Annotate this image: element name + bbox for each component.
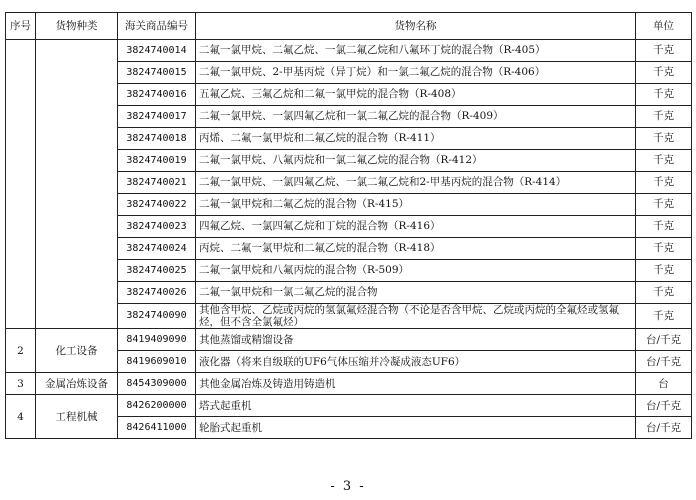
customs-code-cell: 3824740015: [118, 62, 196, 84]
category-cell: [36, 40, 118, 329]
seq-cell: 2: [6, 329, 36, 373]
category-cell: 工程机械: [36, 395, 118, 439]
header-goods-name: 货物名称: [196, 13, 636, 40]
goods-name-cell: 五氟乙烷、三氟乙烷和二氟一氯甲烷的混合物（R-408）: [196, 84, 636, 106]
customs-code-cell: 8426200000: [118, 395, 196, 417]
goods-name-cell: 液化器（将来自级联的UF6气体压缩并冷凝成液态UF6）: [196, 351, 636, 373]
unit-cell: 台/千克: [636, 395, 692, 417]
goods-name-cell: 其他金属冶炼及铸造用铸造机: [196, 373, 636, 395]
customs-code-cell: 8454309000: [118, 373, 196, 395]
customs-code-cell: 3824740018: [118, 128, 196, 150]
goods-name-cell: 二氟一氯甲烷、一氯四氟乙烷、一氯二氟乙烷和2-甲基丙烷的混合物（R-414）: [196, 172, 636, 194]
customs-code-cell: 3824740016: [118, 84, 196, 106]
unit-cell: 千克: [636, 128, 692, 150]
goods-name-cell: 二氟一氯甲烷、2-甲基丙烷（异丁烷）和一氯二氟乙烷的混合物（R-406）: [196, 62, 636, 84]
customs-code-cell: 3824740026: [118, 282, 196, 304]
unit-cell: 台: [636, 373, 692, 395]
customs-code-cell: 3824740021: [118, 172, 196, 194]
goods-name-cell: 二氟一氯甲烷、二氟乙烷、一氯二氟乙烷和八氟环丁烷的混合物（R-405）: [196, 40, 636, 62]
seq-cell: 4: [6, 395, 36, 439]
unit-cell: 千克: [636, 282, 692, 304]
table-row: [6, 395, 692, 417]
goods-name-cell: 塔式起重机: [196, 395, 636, 417]
header-unit: 单位: [636, 13, 692, 40]
goods-table: [5, 12, 692, 439]
customs-code-cell: 3824740017: [118, 106, 196, 128]
table-header-row: [6, 13, 692, 40]
unit-cell: 千克: [636, 260, 692, 282]
unit-cell: 千克: [636, 216, 692, 238]
goods-name-cell: 四氟乙烷、一氯四氟乙烷和丁烷的混合物（R-416）: [196, 216, 636, 238]
header-category: 货物种类: [36, 13, 118, 40]
goods-name-cell: 二氟一氯甲烷、八氟丙烷和一氯二氟乙烷的混合物（R-412）: [196, 150, 636, 172]
customs-code-cell: 3824740025: [118, 260, 196, 282]
seq-cell: 3: [6, 373, 36, 395]
header-customs-code: 海关商品编号: [118, 13, 196, 40]
unit-cell: 台/千克: [636, 329, 692, 351]
goods-name-cell: 二氟一氯甲烷和一氯二氟乙烷的混合物: [196, 282, 636, 304]
seq-cell: [6, 40, 36, 329]
table-row: [6, 373, 692, 395]
customs-code-cell: 8426411000: [118, 417, 196, 439]
unit-cell: 千克: [636, 304, 692, 329]
goods-name-cell: 轮胎式起重机: [196, 417, 636, 439]
goods-name-cell: 其他含甲烷、乙烷或丙烷的氢氯氟烃混合物（不论是否含甲烷、乙烷或丙烷的全氟烃或氢氟烃，但不含全氯氟烃）: [196, 304, 636, 329]
goods-name-cell: 二氟一氯甲烷和二氟乙烷的混合物（R-415）: [196, 194, 636, 216]
unit-cell: 千克: [636, 238, 692, 260]
unit-cell: 千克: [636, 106, 692, 128]
unit-cell: 千克: [636, 62, 692, 84]
category-cell: 金属冶炼设备: [36, 373, 118, 395]
category-cell: 化工设备: [36, 329, 118, 373]
unit-cell: 千克: [636, 40, 692, 62]
table-row: [6, 329, 692, 351]
unit-cell: 台/千克: [636, 417, 692, 439]
customs-code-cell: 3824740019: [118, 150, 196, 172]
customs-code-cell: 3824740023: [118, 216, 196, 238]
unit-cell: 台/千克: [636, 351, 692, 373]
goods-name-cell: 其他蒸馏或精馏设备: [196, 329, 636, 351]
customs-code-cell: 8419609010: [118, 351, 196, 373]
page-number: - 3 -: [330, 479, 366, 494]
goods-name-cell: 丙烷、二氟一氯甲烷和二氟乙烷的混合物（R-418）: [196, 238, 636, 260]
unit-cell: 千克: [636, 84, 692, 106]
table-row: [6, 40, 692, 62]
unit-cell: 千克: [636, 172, 692, 194]
customs-code-cell: 3824740090: [118, 304, 196, 329]
header-seq: 序号: [6, 13, 36, 40]
customs-code-cell: 3824740024: [118, 238, 196, 260]
unit-cell: 千克: [636, 194, 692, 216]
customs-code-cell: 8419409090: [118, 329, 196, 351]
goods-name-cell: 丙烯、二氟一氯甲烷和二氟乙烷的混合物（R-411）: [196, 128, 636, 150]
customs-code-cell: 3824740022: [118, 194, 196, 216]
goods-name-cell: 二氟一氯甲烷、一氯四氟乙烷和一氯二氟乙烷的混合物（R-409）: [196, 106, 636, 128]
customs-code-cell: 3824740014: [118, 40, 196, 62]
unit-cell: 千克: [636, 150, 692, 172]
goods-name-cell: 二氟一氯甲烷和八氟丙烷的混合物（R-509）: [196, 260, 636, 282]
